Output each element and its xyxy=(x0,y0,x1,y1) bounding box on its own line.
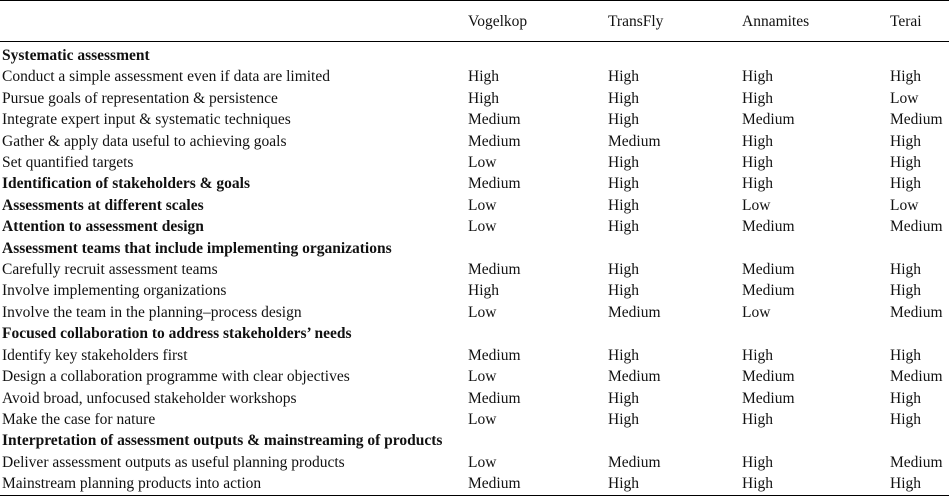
cell-vogelkop: Medium xyxy=(468,132,521,150)
cell-vogelkop: Low xyxy=(468,303,497,321)
cell-transfly: High xyxy=(608,475,639,493)
cell-transfly: Medium xyxy=(608,453,661,471)
cell-vogelkop xyxy=(468,323,608,344)
cell-transfly: High xyxy=(608,282,639,300)
cell-terai xyxy=(890,42,949,67)
table-row xyxy=(0,280,949,301)
cell-vogelkop: Medium xyxy=(468,475,521,493)
cell-annamites: High xyxy=(742,475,773,493)
cell-annamites: Low xyxy=(742,303,771,321)
cell-annamites: High xyxy=(742,346,773,364)
cell-terai: High xyxy=(890,410,921,428)
cell-terai: High xyxy=(890,175,921,193)
cell-annamites: Medium xyxy=(742,389,795,407)
cell-vogelkop: Low xyxy=(468,218,497,236)
row-label: Carefully recruit assessment teams xyxy=(2,261,218,279)
row-label: Mainstream planning products into action xyxy=(2,475,262,493)
cell-transfly: High xyxy=(608,68,639,86)
row-label: Design a collaboration programme with clear objectives xyxy=(2,368,350,386)
cell-vogelkop: Low xyxy=(468,368,497,386)
header-cell-transfly: TransFly xyxy=(608,13,664,30)
section-label: Focused collaboration to address stakeholders’ needs xyxy=(2,325,352,343)
header-cell-annamites: Annamites xyxy=(742,13,810,30)
row-label: Conduct a simple assessment even if data are limited xyxy=(2,68,330,86)
cell-transfly: High xyxy=(608,218,639,236)
cell-vogelkop: Medium xyxy=(468,346,521,364)
cell-vogelkop: High xyxy=(468,68,499,86)
cell-vogelkop: High xyxy=(468,89,499,107)
cell-transfly xyxy=(608,430,742,451)
section-row xyxy=(0,195,949,216)
cell-transfly: Medium xyxy=(608,132,661,150)
cell-annamites: High xyxy=(742,154,773,172)
cell-terai: Low xyxy=(890,196,919,214)
cell-terai: Medium xyxy=(890,111,943,129)
cell-annamites: High xyxy=(742,175,773,193)
table-row xyxy=(0,409,949,430)
row-label: Gather & apply data useful to achieving goals xyxy=(2,132,287,150)
cell-transfly: Medium xyxy=(608,303,661,321)
header-cell-terai: Terai xyxy=(890,13,922,30)
cell-vogelkop xyxy=(468,42,608,67)
cell-annamites: High xyxy=(742,89,773,107)
cell-annamites: Medium xyxy=(742,368,795,386)
cell-transfly: Medium xyxy=(608,368,661,386)
header-row xyxy=(0,1,949,42)
cell-vogelkop: Low xyxy=(468,154,497,172)
cell-terai xyxy=(890,323,949,344)
row-label: Involve implementing organizations xyxy=(2,282,227,300)
cell-annamites xyxy=(742,323,890,344)
table-body xyxy=(0,42,949,496)
cell-annamites: Medium xyxy=(742,111,795,129)
cell-terai: Medium xyxy=(890,453,943,471)
cell-annamites: Medium xyxy=(742,218,795,236)
cell-transfly: High xyxy=(608,410,639,428)
row-label: Deliver assessment outputs as useful planning products xyxy=(2,453,345,471)
header-cell-vogelkop: Vogelkop xyxy=(468,13,528,30)
cell-vogelkop: Low xyxy=(468,196,497,214)
cell-vogelkop xyxy=(468,238,608,259)
cell-transfly: High xyxy=(608,111,639,129)
cell-annamites xyxy=(742,430,890,451)
table-row xyxy=(0,131,949,152)
cell-terai xyxy=(890,238,949,259)
cell-terai: Medium xyxy=(890,218,943,236)
section-label: Attention to assessment design xyxy=(2,218,204,236)
table-row xyxy=(0,109,949,130)
cell-vogelkop: High xyxy=(468,282,499,300)
cell-terai: High xyxy=(890,389,921,407)
cell-annamites: Medium xyxy=(742,261,795,279)
section-row xyxy=(0,430,949,451)
table-row xyxy=(0,302,949,323)
cell-terai: High xyxy=(890,68,921,86)
section-label: Interpretation of assessment outputs & mainstreaming of products xyxy=(2,432,443,450)
cell-annamites: Medium xyxy=(742,282,795,300)
cell-annamites xyxy=(742,238,890,259)
cell-transfly: High xyxy=(608,389,639,407)
cell-annamites: Low xyxy=(742,196,771,214)
row-label: Integrate expert input & systematic techniques xyxy=(2,111,291,129)
header-cell-blank xyxy=(0,1,468,42)
cell-vogelkop xyxy=(468,430,608,451)
cell-vogelkop: Medium xyxy=(468,389,521,407)
cell-vogelkop: Low xyxy=(468,410,497,428)
table-row xyxy=(0,259,949,280)
table-row xyxy=(0,388,949,409)
row-label: Pursue goals of representation & persistence xyxy=(2,89,278,107)
section-row xyxy=(0,42,949,67)
row-label: Avoid broad, unfocused stakeholder workshops xyxy=(2,389,297,407)
section-row xyxy=(0,323,949,344)
cell-terai: Medium xyxy=(890,368,943,386)
cell-terai: High xyxy=(890,261,921,279)
cell-transfly: High xyxy=(608,175,639,193)
table-row xyxy=(0,345,949,366)
cell-transfly: High xyxy=(608,346,639,364)
cell-annamites xyxy=(742,42,890,67)
cell-terai: Medium xyxy=(890,303,943,321)
cell-transfly xyxy=(608,42,742,67)
cell-terai: High xyxy=(890,132,921,150)
row-label: Make the case for nature xyxy=(2,410,156,428)
cell-transfly: High xyxy=(608,196,639,214)
table-row xyxy=(0,452,949,473)
table-row xyxy=(0,473,949,495)
cell-annamites: High xyxy=(742,132,773,150)
row-label: Identify key stakeholders first xyxy=(2,346,188,364)
cell-terai: Low xyxy=(890,89,919,107)
cell-terai: High xyxy=(890,154,921,172)
section-label: Assessments at different scales xyxy=(2,196,204,214)
cell-terai: High xyxy=(890,475,921,493)
cell-vogelkop: Medium xyxy=(468,261,521,279)
section-row xyxy=(0,238,949,259)
section-row xyxy=(0,216,949,237)
cell-vogelkop: Low xyxy=(468,453,497,471)
cell-transfly: High xyxy=(608,261,639,279)
cell-vogelkop: Medium xyxy=(468,175,521,193)
cell-terai: High xyxy=(890,346,921,364)
table-row xyxy=(0,88,949,109)
cell-annamites: High xyxy=(742,410,773,428)
cell-annamites: High xyxy=(742,68,773,86)
section-row xyxy=(0,173,949,194)
cell-vogelkop: Medium xyxy=(468,111,521,129)
section-label: Assessment teams that include implementing organizations xyxy=(2,239,392,257)
table-row xyxy=(0,152,949,173)
row-label: Set quantified targets xyxy=(2,154,134,172)
cell-transfly xyxy=(608,238,742,259)
table-row xyxy=(0,366,949,387)
cell-terai xyxy=(890,430,949,451)
section-label: Systematic assessment xyxy=(2,47,150,64)
cell-terai: High xyxy=(890,282,921,300)
cell-annamites: High xyxy=(742,453,773,471)
section-label: Identification of stakeholders & goals xyxy=(2,175,250,193)
row-label: Involve the team in the planning–process design xyxy=(2,303,302,321)
table-row xyxy=(0,66,949,87)
cell-transfly: High xyxy=(608,89,639,107)
cell-transfly xyxy=(608,323,742,344)
cell-transfly: High xyxy=(608,154,639,172)
